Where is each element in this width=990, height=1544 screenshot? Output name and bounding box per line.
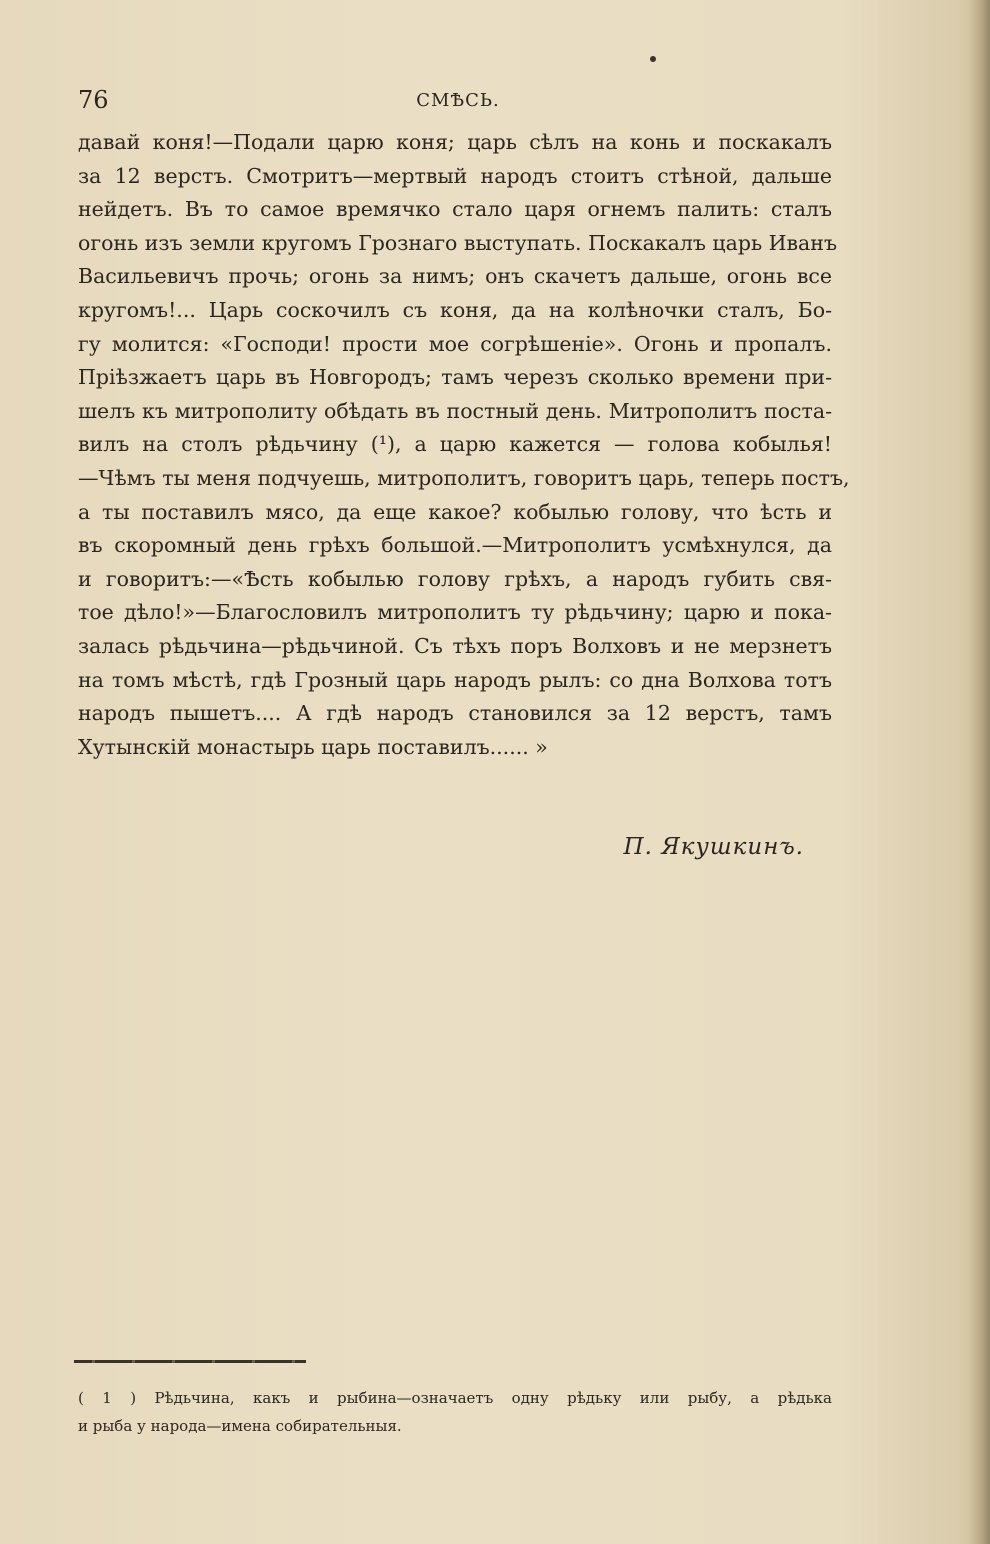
text-line: залась рѣдьчина—рѣдьчиной. Съ тѣхъ поръ Волховъ и не мерзнетъ xyxy=(78,633,832,658)
text-line: вилъ на столъ рѣдьчину (¹), а царю кажется — голова кобылья! xyxy=(78,432,832,457)
ink-dot xyxy=(650,56,656,62)
page-number: 76 xyxy=(78,86,109,114)
footnote xyxy=(78,1384,832,1440)
text-line: Хутынскій монастырь царь поставилъ...... » xyxy=(78,734,548,759)
text-line: за 12 верстъ. Смотритъ—мертвый народъ стоитъ стѣной, дальше xyxy=(78,163,832,188)
footnote-line: и рыба у народа—имена собирательныя. xyxy=(78,1417,402,1435)
text-line: тое дѣло!»—Благословилъ митрополитъ ту рѣдьчину; царю и пока- xyxy=(78,600,832,625)
running-title: СМѢСЬ. xyxy=(416,90,500,111)
page-header xyxy=(78,86,838,116)
text-line: на томъ мѣстѣ, гдѣ Грозный царь народъ рылъ: со дна Волхова тотъ xyxy=(78,667,832,692)
text-line: и говоритъ:—«Ѣсть кобылью голову грѣхъ, а народъ губить свя- xyxy=(78,566,832,591)
text-line: въ скоромный день грѣхъ большой.—Митрополитъ усмѣхнулся, да xyxy=(78,533,832,558)
text-line: Васильевичъ прочь; огонь за нимъ; онъ скачетъ дальше, огонь все xyxy=(78,264,832,289)
footnote-separator xyxy=(74,1360,306,1363)
text-line: —Чѣмъ ты меня подчуешь, митрополитъ, говоритъ царь, теперь постъ, xyxy=(78,465,850,490)
text-line: Пріѣзжаетъ царь въ Новгородъ; тамъ черезъ сколько времени при- xyxy=(78,365,832,390)
page-edge-shadow xyxy=(968,0,990,1544)
body-text xyxy=(78,126,850,764)
text-line: нейдетъ. Въ то самое времячко стало царя огнемъ палить: сталъ xyxy=(78,197,832,222)
text-line: гу молится: «Господи! прости мое согрѣшеніе». Огонь и пропалъ. xyxy=(78,331,832,356)
text-line: кругомъ!... Царь соскочилъ съ коня, да на колѣночки сталъ, Бо- xyxy=(78,297,832,322)
text-line: шелъ къ митрополиту обѣдать въ постный день. Митрополитъ поста- xyxy=(78,398,832,423)
text-line: а ты поставилъ мясо, да еще какое? кобылью голову, что ѣсть и xyxy=(78,499,832,524)
footnote-line: ( 1 ) Рѣдьчина, какъ и рыбина—означаетъ одну рѣдьку или рыбу, а рѣдька xyxy=(78,1389,832,1407)
author-signature: П. Якушкинъ. xyxy=(623,834,804,860)
text-line: огонь изъ земли кругомъ Грознаго выступать. Поскакалъ царь Иванъ xyxy=(78,230,837,255)
text-line: народъ пышетъ.... А гдѣ народъ становился за 12 верстъ, тамъ xyxy=(78,701,832,726)
text-line: давай коня!—Подали царю коня; царь сѣлъ на конь и поскакалъ xyxy=(78,130,832,154)
